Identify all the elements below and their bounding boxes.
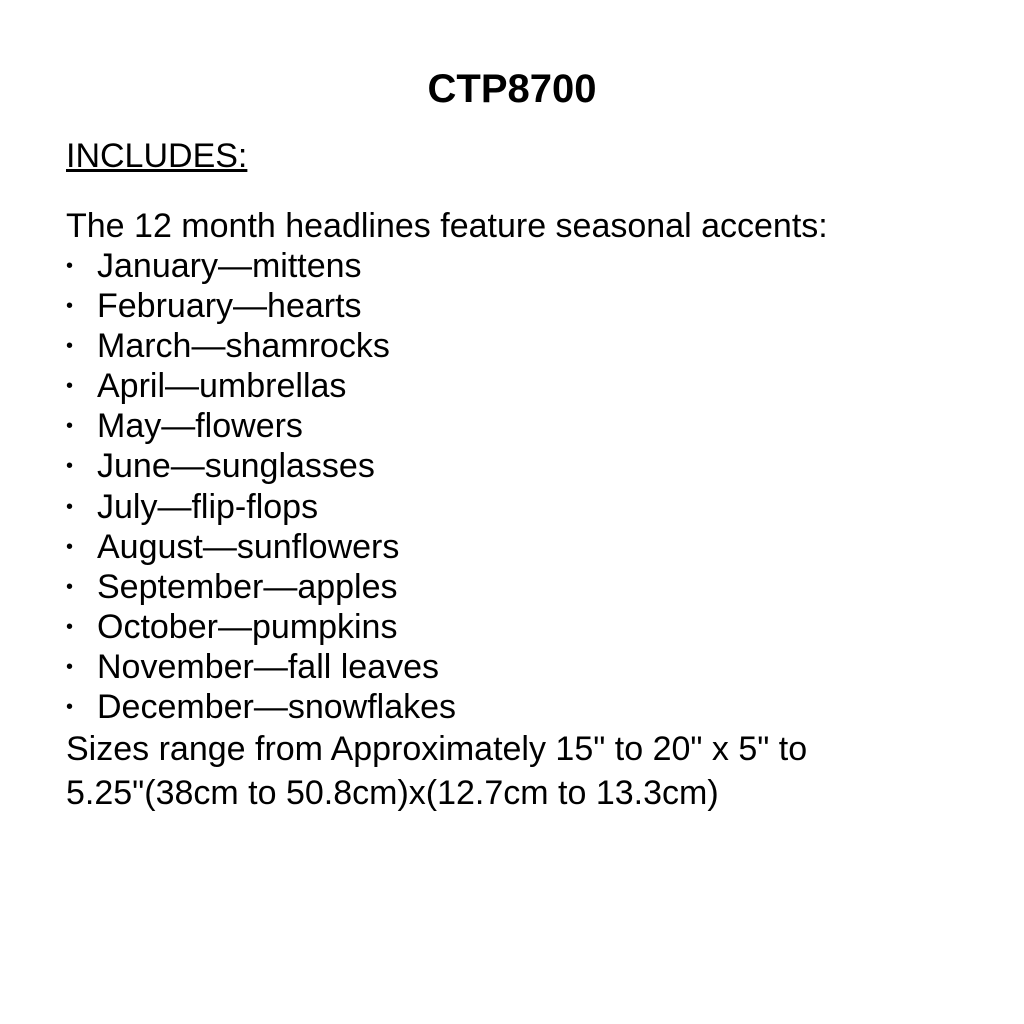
list-item-text: February—hearts — [97, 287, 362, 326]
list-item — [66, 366, 456, 406]
sizes-line-1: Sizes range from Approximately 15" to 20" x 5" to — [66, 730, 808, 768]
list-item — [66, 326, 456, 366]
bullet-icon: • — [66, 375, 74, 398]
list-item-text: April—umbrellas — [97, 367, 347, 406]
list-item — [66, 567, 456, 607]
list-item-text: December—snowflakes — [97, 688, 457, 727]
sizes-line-2: 5.25"(38cm to 50.8cm)x(12.7cm to 13.3cm) — [66, 774, 719, 812]
bullet-icon: • — [66, 255, 74, 277]
list-item — [66, 647, 456, 687]
list-item — [66, 406, 456, 446]
bullet-icon: • — [66, 295, 74, 318]
list-item — [66, 527, 456, 567]
list-item-text: March—shamrocks — [97, 327, 390, 366]
list-item — [66, 246, 456, 286]
bullet-icon: • — [66, 575, 74, 598]
month-list — [66, 246, 456, 727]
list-item — [66, 446, 456, 486]
list-item — [66, 607, 456, 647]
bullet-icon: • — [66, 415, 74, 438]
product-code-title: CTP8700 — [427, 67, 597, 111]
list-item — [66, 487, 456, 527]
list-item — [66, 286, 456, 326]
bullet-icon: • — [66, 615, 74, 638]
bullet-icon: • — [66, 535, 74, 558]
list-item — [66, 687, 456, 727]
list-item-text: November—fall leaves — [97, 647, 440, 686]
list-item-text: May—flowers — [97, 407, 303, 446]
list-item-text: January—mittens — [97, 247, 362, 285]
list-item-text: June—sunglasses — [97, 447, 375, 486]
list-item-text: July—flip-flops — [97, 487, 319, 526]
bullet-icon: • — [66, 335, 74, 358]
bullet-icon: • — [66, 495, 74, 518]
list-item-text: October—pumpkins — [97, 607, 398, 646]
includes-heading: INCLUDES: — [66, 137, 248, 175]
list-item-text: September—apples — [97, 567, 398, 606]
intro-text: The 12 month headlines feature seasonal accents: — [66, 207, 828, 245]
bullet-icon: • — [66, 455, 74, 478]
bullet-icon: • — [66, 696, 74, 719]
bullet-icon: • — [66, 655, 74, 678]
sizes-text — [66, 727, 966, 815]
list-item-text: August—sunflowers — [97, 527, 400, 566]
